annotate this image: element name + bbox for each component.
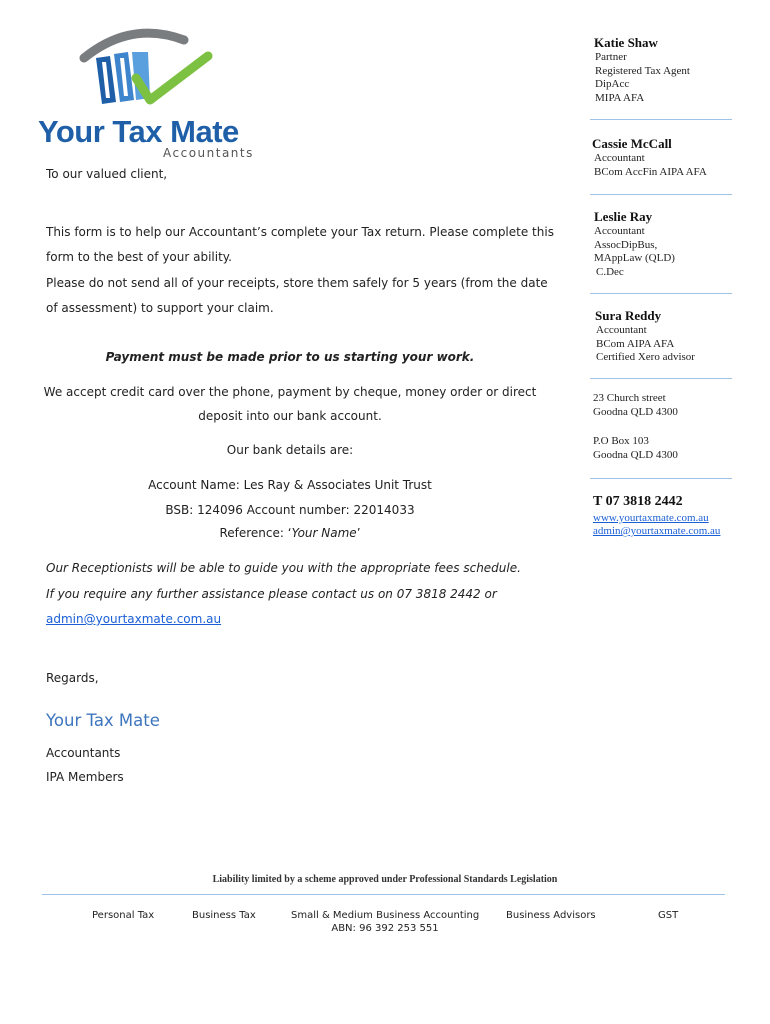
footer-service-gst: GST xyxy=(658,910,679,921)
logo-title: Your Tax Mate xyxy=(38,114,239,149)
footer-abn: ABN: 96 392 253 551 xyxy=(331,923,439,934)
signature-line-2: IPA Members xyxy=(46,770,124,784)
intro-line-1: This form is to help our Accountant’s complete your Tax return. Please complete this xyxy=(46,225,554,239)
accept-line-1: We accept credit card over the phone, payment by cheque, money order or direct xyxy=(43,385,537,399)
staff-details-leslie xyxy=(594,225,675,279)
email-link[interactable]: admin@yourtaxmate.com.au xyxy=(593,525,721,537)
receipts-line-1: Please do not send all of your receipts, store them safely for 5 years (from the date xyxy=(46,276,548,290)
reference-value: Your Name xyxy=(291,526,357,540)
staff-detail: BCom AIPA AFA xyxy=(596,337,675,350)
reference-label: Reference: ‘ xyxy=(219,526,292,540)
sidebar-divider xyxy=(590,478,732,479)
sidebar-divider xyxy=(590,119,732,120)
staff-detail: Accountant xyxy=(594,152,645,164)
sidebar-divider xyxy=(590,378,732,379)
sidebar-divider xyxy=(590,194,732,195)
bank-intro: Our bank details are: xyxy=(226,443,354,457)
staff-detail: Accountant xyxy=(594,225,645,237)
staff-name-cassie: Cassie McCall xyxy=(592,136,672,151)
greeting: To our valued client, xyxy=(46,167,168,181)
payment-reference xyxy=(20,526,560,540)
staff-detail: Registered Tax Agent xyxy=(595,64,690,77)
footer-divider xyxy=(42,894,725,895)
receptionists-note: Our Receptionists will be able to guide you with the appropriate fees schedule. xyxy=(46,561,521,575)
staff-name-leslie: Leslie Ray xyxy=(594,209,653,224)
regards: Regards, xyxy=(46,671,99,685)
staff-detail: C.Dec xyxy=(596,265,624,278)
liability-notice: Liability limited by a scheme approved under Professional Standards Legislation xyxy=(212,874,558,885)
logo-graphic xyxy=(36,28,256,118)
footer-service-business-advisors: Business Advisors xyxy=(506,910,596,921)
staff-detail: Partner xyxy=(595,51,627,63)
company-logo xyxy=(36,28,256,163)
footer-service-business-tax: Business Tax xyxy=(192,910,256,921)
website-link[interactable]: www.yourtaxmate.com.au xyxy=(593,512,709,524)
receipts-line-2: of assessment) to support your claim. xyxy=(46,301,274,315)
staff-detail: Accountant xyxy=(596,324,647,336)
logo-subtitle: Accountants xyxy=(163,146,254,160)
address-line: Goodna QLD 4300 xyxy=(593,448,678,461)
signature-line-1: Accountants xyxy=(46,746,121,760)
account-name: Account Name: Les Ray & Associates Unit Trust xyxy=(148,478,432,492)
staff-name-katie: Katie Shaw xyxy=(594,35,658,50)
street-address xyxy=(593,392,678,419)
address-line: P.O Box 103 xyxy=(593,435,649,447)
phone-number: T 07 3818 2442 xyxy=(593,494,683,509)
staff-detail: AssocDipBus, xyxy=(594,238,658,251)
staff-detail: BCom AccFin AIPA AFA xyxy=(594,165,707,178)
address-line: 23 Church street xyxy=(593,392,666,404)
footer-service-sme-accounting: Small & Medium Business Accounting xyxy=(291,910,480,921)
staff-detail: Certified Xero advisor xyxy=(596,351,695,363)
staff-details-cassie xyxy=(594,152,707,179)
staff-name-sura: Sura Reddy xyxy=(595,308,662,323)
signature: Your Tax Mate xyxy=(46,711,160,730)
staff-details-sura xyxy=(596,324,695,365)
po-box-address xyxy=(593,435,678,462)
address-line: Goodna QLD 4300 xyxy=(593,405,678,418)
intro-line-2: form to the best of your ability. xyxy=(46,250,232,264)
staff-detail: MIPA AFA xyxy=(595,91,645,104)
staff-detail: DipAcc xyxy=(595,78,630,90)
payment-notice: Payment must be made prior to us starting your work. xyxy=(105,350,475,364)
assistance-note: If you require any further assistance please contact us on 07 3818 2442 or xyxy=(46,587,497,601)
bsb-account-number: BSB: 124096 Account number: 22014033 xyxy=(165,503,415,517)
footer-service-personal-tax: Personal Tax xyxy=(92,910,155,921)
staff-details-katie xyxy=(595,51,690,105)
accept-line-2: deposit into our bank account. xyxy=(198,409,382,423)
assistance-email-link[interactable]: admin@yourtaxmate.com.au xyxy=(46,612,222,626)
sidebar-divider xyxy=(590,293,732,294)
staff-detail: MAppLaw (QLD) xyxy=(594,252,675,264)
reference-end: ’ xyxy=(356,526,361,540)
